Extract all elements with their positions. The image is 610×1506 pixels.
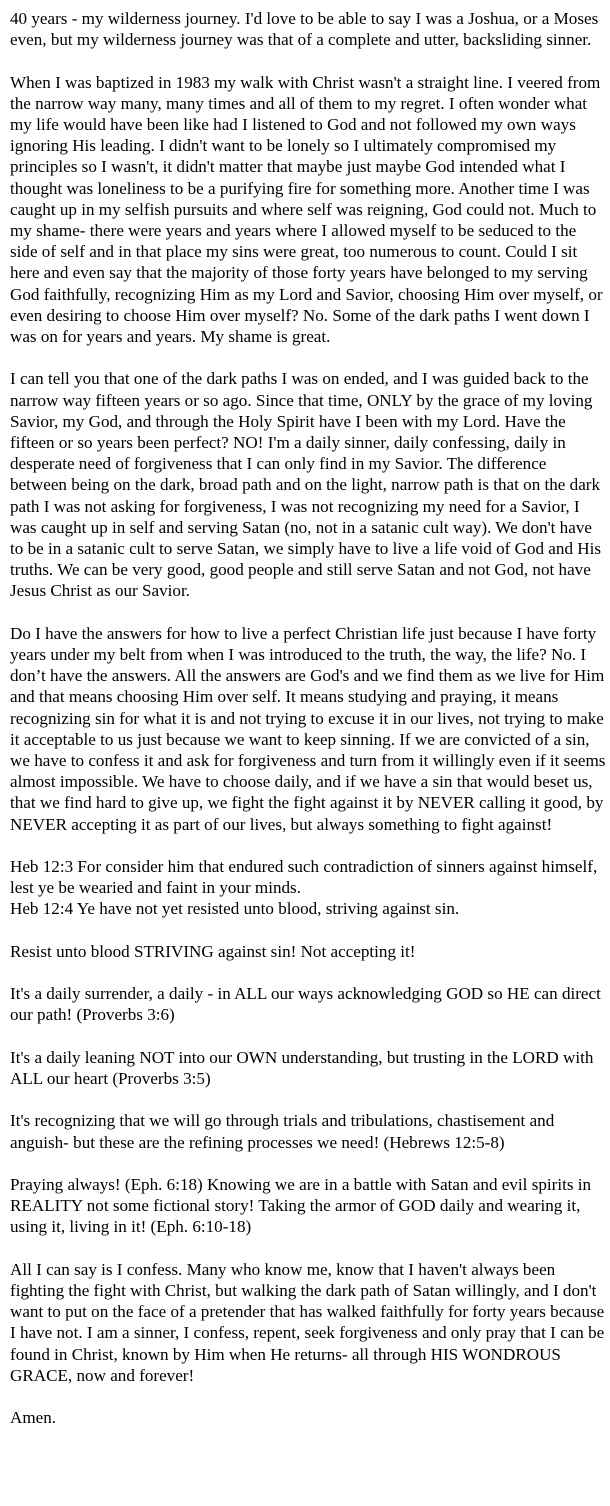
paragraph-baptism-1983: When I was baptized in 1983 my walk with Christ wasn't a straight line. I veered from the narrow way many, many times and all of them to my regret. I often wonder what my life would have been like had I listened to God and not followed my own ways ignoring His leading. I didn't want to be lonely so I ultimately compromised my principles so I wasn't, it didn't matter that maybe just maybe God intended what I thought was loneliness to be a purifying fire for something more. Another time I was caught up in my selfish pursuits and where self was reigning, God could not. Much to my shame- there were years and years where I allowed myself to be seduced to the side of self and in that place my sins were great, too numerous to count. Could I sit here and even say that the majority of those forty years have belonged to my serving God faithfully, recognizing Him as my Lord and Savior, choosing Him over myself, or even desiring to choose Him over myself? No. Some of the dark paths I went down I was on for years and years. My shame is great.: [10, 72, 603, 347]
paragraph-trials: It's recognizing that we will go through trials and tribulations, chastisement and anguish- but these are the refining processes we need! (Hebrews 12:5-8): [10, 1111, 555, 1152]
paragraph-praying-always: Praying always! (Eph. 6:18) Knowing we are in a battle with Satan and evil spirits in REALITY not some fictional story! Taking the armor of GOD daily and wearing it, using it, living in it! (Eph. 6:10-18): [10, 1175, 592, 1237]
paragraph-hebrews-quote: Heb 12:3 For consider him that endured such contradiction of sinners against himself, lest ye be wearied and faint in your minds. Heb 12:4 Ye have not yet resisted unto blood, striving against sin.: [10, 857, 598, 919]
paragraph-amen: Amen.: [10, 1408, 57, 1428]
paragraph-answers: Do I have the answers for how to live a perfect Christian life just because I have forty years under my belt from when I was introduced to the truth, the way, the life? No. I don’t have the answers. All the answers are God's and we find them as we live for Him and that means choosing Him over self. It means studying and praying, it means recognizing sin for what it is and not trying to excuse it in our lives, not trying to make it acceptable to us just because we want to keep sinning. If we are convicted of a sin, we have to confess it and ask for forgiveness and turn from it willingly even if it seems almost impossible. We have to choose daily, and if we have a sin that would beset us, that we find hard to give up, we fight the fight against it by NEVER calling it good, by NEVER accepting it as part of our lives, but always something to fight against!: [10, 623, 606, 834]
document-body: [10, 8, 606, 1428]
paragraph-confession: All I can say is I confess. Many who know me, know that I haven't always been fighting the fight with Christ, but walking the dark path of Satan willingly, and I don't want to put on the face of a pretender that has walked faithfully for forty years because I have not. I am a sinner, I confess, repent, seek forgiveness and only pray that I can be found in Christ, known by Him when He returns- all through HIS WONDROUS GRACE, now and forever!: [10, 1259, 605, 1385]
paragraph-resist-unto-blood: Resist unto blood STRIVING against sin! Not accepting it!: [10, 941, 416, 961]
paragraph-wilderness-journey: 40 years - my wilderness journey. I'd love to be able to say I was a Joshua, or a Moses even, but my wilderness journey was that of a complete and utter, backsliding sinner.: [10, 9, 599, 50]
paragraph-guided-back: I can tell you that one of the dark paths I was on ended, and I was guided back to the narrow way fifteen years or so ago. Since that time, ONLY by the grace of my loving Savior, my God, and through the Holy Spirit have I been with my Lord. Have the fifteen or so years been perfect? NO! I'm a daily sinner, daily confessing, daily in desperate need of forgiveness that I can only find in my Savior. The difference between being on the dark, broad path and on the light, narrow path is that on the dark path I was not asking for forgiveness, I was not recognizing my need for a Savior, I was caught up in self and serving Satan (no, not in a satanic cult way). We don't have to be in a satanic cult to serve Satan, we simply have to live a life void of God and His truths. We can be very good, good people and still serve Satan and not God, not have Jesus Christ as our Savior.: [10, 369, 602, 601]
paragraph-daily-leaning: It's a daily leaning NOT into our OWN understanding, but trusting in the LORD with ALL our heart (Proverbs 3:5): [10, 1047, 594, 1089]
paragraph-daily-surrender: It's a daily surrender, a daily - in ALL our ways acknowledging GOD so HE can direct our path! (Proverbs 3:6): [10, 984, 601, 1025]
